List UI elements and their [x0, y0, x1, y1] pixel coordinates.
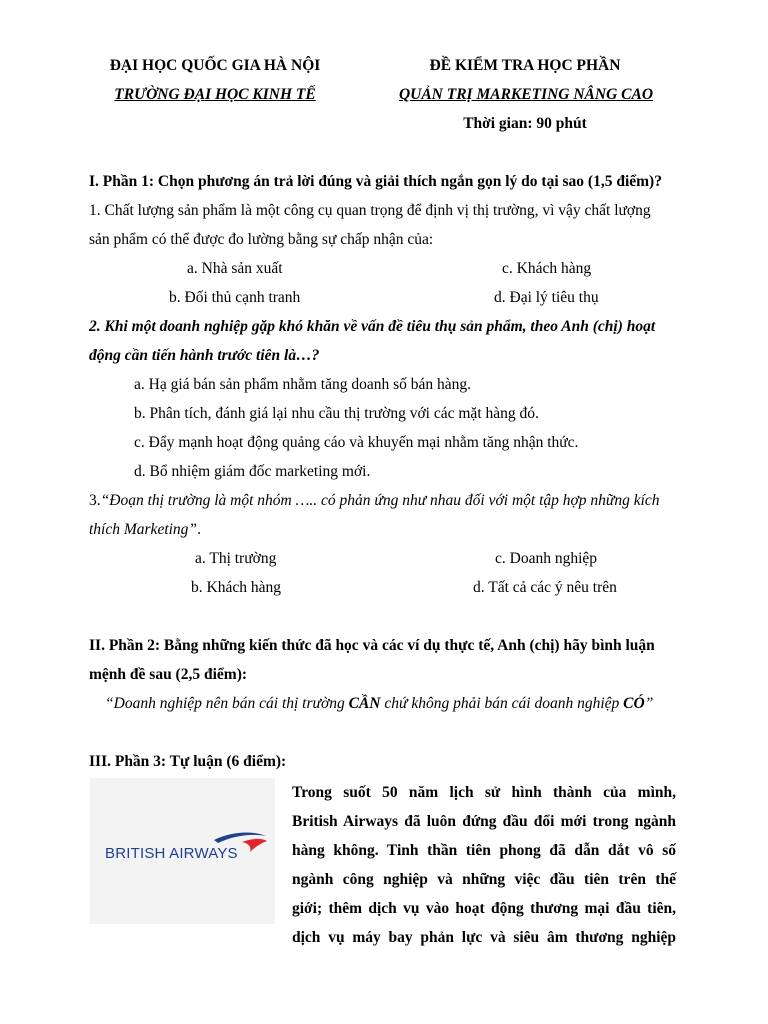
university-name: ĐẠI HỌC QUỐC GIA HÀ NỘI — [109, 57, 321, 74]
q1-option-a: a. Nhà sản xuất — [187, 260, 283, 277]
course-name: QUẢN TRỊ MARKETING NÂNG CAO — [398, 86, 654, 103]
part3-paragraph — [292, 778, 676, 952]
part3-title: III. Phần 3: Tự luận (6 điểm): — [89, 753, 287, 770]
q2-line1: 2. Khi một doanh nghiệp gặp khó khăn về vấn đề tiêu thụ sản phẩm, theo Anh (chị) hoạt — [89, 318, 656, 335]
part2-title-line2: mệnh đề sau (2,5 điểm): — [89, 666, 248, 683]
paragraph-line: hàng không. Tinh thần tiên phong đã dẫn dắt vô số — [292, 842, 676, 859]
paragraph-line: giới; thêm dịch vụ vào hoạt động thương mại đầu tiên, — [292, 900, 676, 917]
q3-statement: “Đoạn thị trường là một nhóm ….. có phản ứng như nhau đối với một tập hợp những kích — [100, 492, 660, 509]
q3-statement-end: thích Marketing” — [89, 521, 198, 538]
paragraph-line: Trong suốt 50 năm lịch sử hình thành của mình, — [292, 784, 676, 801]
q2-option-a: a. Hạ giá bán sản phẩm nhằm tăng doanh số bán hàng. — [134, 376, 472, 393]
speedmarque-red-swoosh — [242, 839, 267, 852]
q2-line2: động cần tiến hành trước tiên là…? — [89, 347, 320, 364]
quote-text-1: “Doanh nghiệp nên bán cái thị trường — [105, 695, 349, 712]
part2-quote — [105, 694, 653, 714]
part1-title: I. Phần 1: Chọn phương án trả lời đúng và giải thích ngắn gọn lý do tại sao (1,5 điểm)? — [89, 173, 662, 190]
q3-option-b: b. Khách hàng — [191, 579, 281, 596]
q3-period: . — [197, 521, 201, 538]
q1-option-d: d. Đại lý tiêu thụ — [494, 289, 599, 306]
q1-option-b: b. Đối thủ cạnh tranh — [169, 289, 301, 306]
exam-title: ĐỀ KIỂM TRA HỌC PHẦN — [429, 57, 621, 74]
quote-bold-1: CẦN — [348, 695, 381, 712]
quote-bold-2: CÓ — [623, 695, 645, 712]
part2-title-line1: II. Phần 2: Bằng những kiến thức đã học và các ví dụ thực tế, Anh (chị) hãy bình luận — [89, 637, 655, 654]
british-airways-logo — [90, 778, 275, 924]
q3-line2 — [89, 520, 201, 540]
q3-line1 — [89, 491, 660, 511]
exam-duration: Thời gian: 90 phút — [463, 115, 587, 132]
q3-option-a: a. Thị trường — [195, 550, 277, 567]
school-name: TRƯỜNG ĐẠI HỌC KINH TẾ — [114, 86, 316, 103]
q2-option-d: d. Bổ nhiệm giám đốc marketing mới. — [134, 463, 371, 480]
paragraph-line: British Airways đã luôn đứng đầu đổi mới trong ngành — [292, 813, 676, 830]
paragraph-line: ngành công nghiệp và những việc đầu tiên trên thế — [292, 871, 676, 888]
q2-option-b: b. Phân tích, đánh giá lại nhu cầu thị trường với các mặt hàng đó. — [134, 405, 539, 422]
quote-text-2: chứ không phải bán cái doanh nghiệp — [380, 695, 624, 712]
q1-option-c: c. Khách hàng — [502, 260, 592, 277]
q1-line1: 1. Chất lượng sản phẩm là một công cụ quan trọng để định vị thị trường, vì vậy chất lượng — [89, 202, 651, 219]
logo-wordmark: BRITISH AIRWAYS — [105, 845, 238, 862]
paragraph-line: dịch vụ máy bay phản lực và siêu âm thương nghiệp — [292, 929, 676, 946]
q3-option-c: c. Doanh nghiệp — [495, 550, 598, 567]
quote-close: ” — [644, 695, 654, 712]
q1-line2: sản phẩm có thể được đo lường bằng sự chấp nhận của: — [89, 231, 434, 248]
q3-number: 3. — [89, 492, 101, 509]
q3-option-d: d. Tất cả các ý nêu trên — [473, 579, 617, 596]
q2-option-c: c. Đẩy mạnh hoạt động quảng cáo và khuyến mại nhằm tăng nhận thức. — [134, 434, 579, 451]
